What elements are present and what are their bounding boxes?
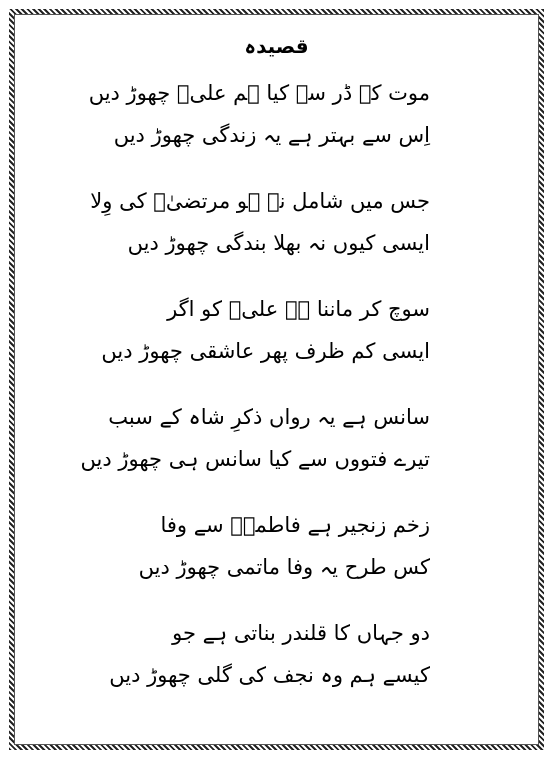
stanza <box>110 504 430 588</box>
stanza <box>90 180 430 264</box>
verse-line: ایسی کم ظرف پھر عاشقی چھوڑ دیں <box>101 339 430 363</box>
verse-line: اِس سے بہتر ہے یہ زندگی چھوڑ دیں <box>113 123 430 147</box>
stanza <box>88 72 430 156</box>
stanza <box>101 288 430 372</box>
verse-line: کس طرح یہ وفا ماتمی چھوڑ دیں <box>138 555 430 579</box>
verse-line: کیسے ہم وہ نجف کی گلی چھوڑ دیں <box>109 663 430 687</box>
verse-line: دو جہاں کا قلندر بناتی ہے جو <box>172 621 430 645</box>
verse-line: سوچ کر ماننا ہے علیؑ کو اگر <box>167 297 430 321</box>
poem-title: قصیدہ <box>244 34 309 58</box>
verse-line: موت کے ڈر سے کیا ہم علیؑ چھوڑ دیں <box>88 81 430 105</box>
verse-line: سانس ہے یہ رواں ذکرِ شاہ کے سبب <box>108 405 430 429</box>
verse-line: زخم زنجیر ہے فاطمہؑ سے وفا <box>160 513 430 537</box>
verse-line: ایسی کیوں نہ بھلا بندگی چھوڑ دیں <box>127 231 430 255</box>
stanza <box>110 612 430 696</box>
stanza <box>80 396 430 480</box>
verse-line: تیرے فتووں سے کیا سانس ہی چھوڑ دیں <box>80 447 430 471</box>
verse-line: جس میں شامل نہ ہو مرتضیٰؑ کی وِلا <box>90 189 430 213</box>
poem-body <box>80 72 430 720</box>
